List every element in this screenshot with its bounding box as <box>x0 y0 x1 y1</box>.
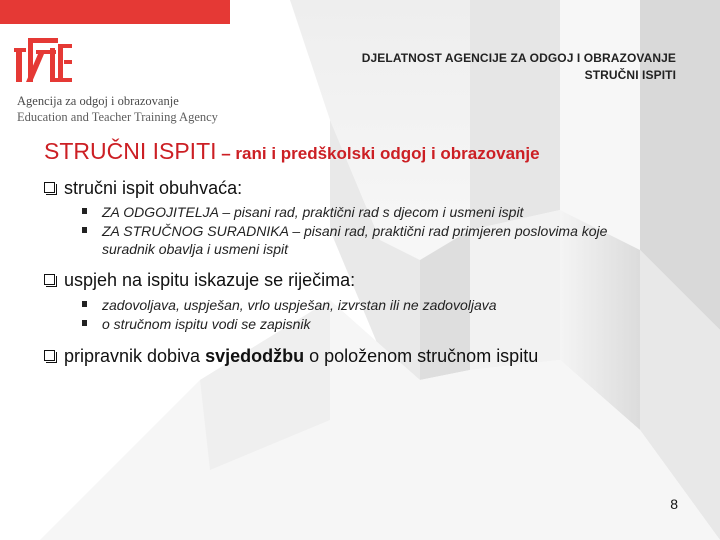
square-bullet-icon <box>82 227 87 233</box>
page-number: 8 <box>670 496 678 512</box>
list-item <box>82 203 662 221</box>
slide-title-main: STRUČNI ISPITI <box>44 138 217 164</box>
top-accent-bar <box>0 0 230 24</box>
section-text: uspjeh na ispitu iskazuje se riječima: <box>64 270 356 290</box>
agency-name <box>17 93 218 125</box>
list-item-text: zadovoljava, uspješan, vrlo uspješan, izvrstan ili ne zadovoljava <box>102 297 497 313</box>
section-item <box>44 270 355 291</box>
section-text-after: o položenom stručnom ispitu <box>304 346 539 366</box>
section-item <box>44 346 538 367</box>
agency-name-hr: Agencija za odgoj i obrazovanje <box>17 94 179 108</box>
section-text-bold: svjedodžbu <box>205 346 305 366</box>
slide-title <box>44 138 540 165</box>
list-item <box>82 296 662 314</box>
section-item <box>44 178 242 199</box>
list-item-text: o stručnom ispitu vodi se zapisnik <box>102 316 311 332</box>
slide-title-sub: – rani i predškolski odgoj i obrazovanje <box>216 144 540 163</box>
header-line-1: DJELATNOST AGENCIJE ZA ODGOJ I OBRAZOVANJE <box>361 51 676 65</box>
list-item <box>82 222 662 258</box>
header-line-2: STRUČNI ISPITI <box>584 68 676 82</box>
square-bullet-icon <box>82 320 87 326</box>
checkbox-bullet-icon <box>44 274 55 285</box>
list-item-text: ZA STRUČNOG SURADNIKA – pisani rad, praktični rad primjeren poslovima koje suradnik obavlja i usmeni ispit <box>102 223 608 257</box>
checkbox-bullet-icon <box>44 350 55 361</box>
agency-logo <box>14 38 74 82</box>
section-text: stručni ispit obuhvaća: <box>64 178 243 198</box>
square-bullet-icon <box>82 301 87 307</box>
agency-name-en: Education and Teacher Training Agency <box>17 110 218 124</box>
checkbox-bullet-icon <box>44 182 55 193</box>
list-item-text: ZA ODGOJITELJA – pisani rad, praktični rad s djecom i usmeni ispit <box>102 204 524 220</box>
list-item <box>82 315 662 333</box>
section-text-before: pripravnik dobiva <box>64 346 206 366</box>
square-bullet-icon <box>82 208 87 214</box>
slide-header <box>362 50 676 84</box>
